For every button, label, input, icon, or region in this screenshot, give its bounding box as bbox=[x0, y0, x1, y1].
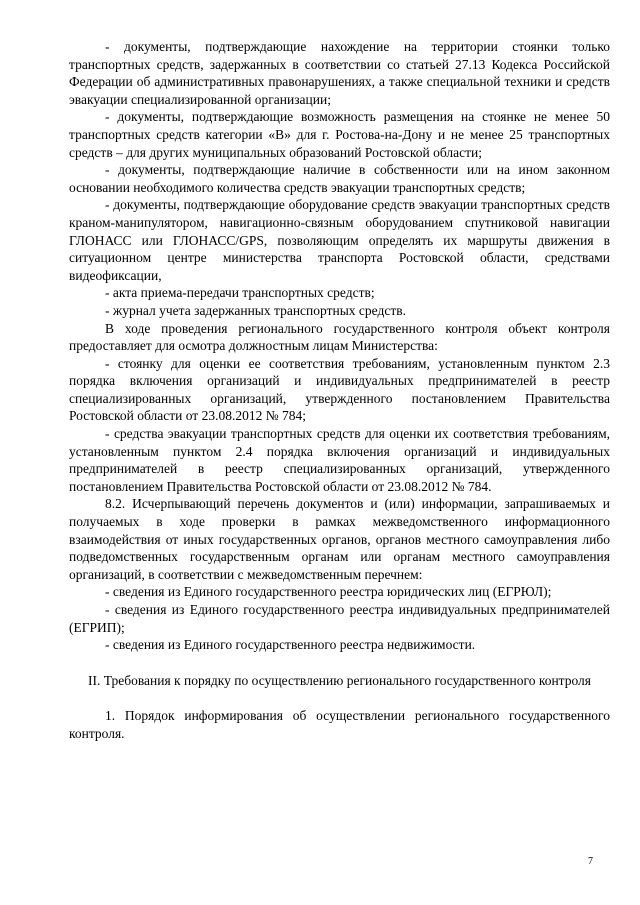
section-heading: II. Требования к порядку по осуществлению регионального государственного контроля bbox=[87, 672, 591, 688]
page-number: 7 bbox=[588, 856, 593, 867]
paragraph: - документы, подтверждающие возможность размещения на стоянке не менее 50 транспортных средств категории «В» для г. Ростова-на-Дону и не менее 25 транспортных средств – для других муниципальных образований Ростовской области; bbox=[69, 109, 610, 160]
paragraph: - стоянку для оценки ее соответствия требованиям, установленным пунктом 2.3 порядка включения организаций и индивидуальных предпринимателей в реестр специализированных организаций, утвержденного постановлением Правительства Ростовской области от 23.08.2012 № 784; bbox=[69, 355, 610, 424]
paragraph: - средства эвакуации транспортных средств для оценки их соответствия требованиям, установленным пунктом 2.4 порядка включения организаций и индивидуальных предпринимателей в реестр специализированных организаций, утвержденного постановлением Правительства Ростовской области от 23.08.2012 № 784. bbox=[69, 426, 610, 494]
paragraph: - документы, подтверждающие оборудование средств эвакуации транспортных средств краном-манипулятором, навигационно-связным оборудованием спутниковой навигации ГЛОНАСС или ГЛОНАСС/GPS, позволяющим определять их маршруты движения в ситуационном центре министерства транспорта Ростовской области, средствами видеофиксации, bbox=[69, 197, 610, 283]
paragraph: - документы, подтверждающие наличие в собственности или на ином законном основании необходимого количества средств эвакуации транспортных средств; bbox=[69, 162, 610, 195]
paragraph: - сведения из Единого государственного реестра индивидуальных предпринимателей (ЕГРИП); bbox=[69, 602, 610, 635]
spacer bbox=[69, 654, 610, 672]
paragraph: 1. Порядок информирования об осуществлении регионального государственного контроля. bbox=[69, 708, 610, 741]
spacer bbox=[69, 689, 610, 707]
paragraph: - сведения из Единого государственного реестра недвижимости. bbox=[105, 637, 476, 653]
paragraph: В ходе проведения регионального государственного контроля объект контроля предоставляет для осмотра должностным лицам Министерства: bbox=[69, 320, 610, 354]
paragraph: - сведения из Единого государственного реестра юридических лиц (ЕГРЮЛ); bbox=[105, 584, 552, 600]
paragraph: 8.2. Исчерпывающий перечень документов и (или) информации, запрашиваемых и получаемых в ходе проверки в рамках межведомственного информационного взаимодействия от иных государственных органов, органов местного самоуправления либо подведомственных государственным органам или органам местного самоуправления организаций, в соответствии с межведомственным перечнем: bbox=[69, 496, 610, 582]
paragraph: - журнал учета задержанных транспортных средств. bbox=[105, 302, 406, 318]
document-page bbox=[69, 38, 610, 743]
paragraph: - акта приема-передачи транспортных средств; bbox=[105, 285, 375, 301]
paragraph: - документы, подтверждающие нахождение на территории стоянки только транспортных средств, задержанных в соответствии со статьей 27.13 Кодекса Российской Федерации об административных правонарушениях, а также специальной техники и средств эвакуации специализированной организации; bbox=[69, 39, 610, 107]
